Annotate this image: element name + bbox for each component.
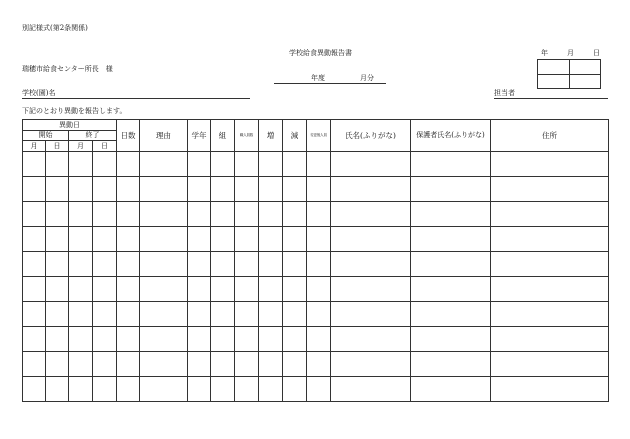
table-cell[interactable] (69, 227, 93, 252)
table-cell[interactable] (491, 302, 609, 327)
table-cell[interactable] (188, 252, 211, 277)
table-cell[interactable] (283, 352, 307, 377)
table-cell[interactable] (411, 327, 491, 352)
table-cell[interactable] (211, 352, 235, 377)
table-cell[interactable] (307, 377, 331, 402)
table-cell[interactable] (23, 327, 46, 352)
table-cell[interactable] (331, 277, 411, 302)
table-cell[interactable] (23, 302, 46, 327)
table-row (23, 152, 609, 177)
table-cell[interactable] (411, 152, 491, 177)
period-underline (274, 83, 386, 84)
table-cell[interactable] (235, 302, 259, 327)
table-cell[interactable] (46, 352, 69, 377)
table-cell[interactable] (307, 177, 331, 202)
table-cell[interactable] (188, 352, 211, 377)
person-in-charge-label: 担当者 (494, 89, 515, 97)
table-cell[interactable] (331, 327, 411, 352)
document-title: 学校給食異動報告書 (289, 49, 352, 57)
table-cell[interactable] (491, 277, 609, 302)
table-row (23, 202, 609, 227)
table-cell[interactable] (411, 277, 491, 302)
table-body (23, 152, 609, 402)
table-cell[interactable] (117, 302, 140, 327)
school-name-underline (22, 98, 250, 99)
table-cell[interactable] (331, 302, 411, 327)
table-cell[interactable] (69, 252, 93, 277)
changed-count-header: 変更後人員 (307, 120, 331, 152)
table-cell[interactable] (283, 202, 307, 227)
change-report-table (22, 119, 609, 402)
table-cell[interactable] (46, 227, 69, 252)
table-cell[interactable] (491, 352, 609, 377)
class-header: 組 (211, 120, 235, 152)
table-cell[interactable] (283, 227, 307, 252)
table-cell[interactable] (211, 277, 235, 302)
table-cell[interactable] (307, 277, 331, 302)
table-cell[interactable] (117, 202, 140, 227)
table-cell[interactable] (93, 152, 117, 177)
table-cell[interactable] (93, 302, 117, 327)
table-cell[interactable] (235, 352, 259, 377)
table-cell[interactable] (331, 202, 411, 227)
school-name-label: 学校(園)名 (22, 89, 56, 97)
table-cell[interactable] (140, 277, 188, 302)
table-cell[interactable] (283, 302, 307, 327)
table-cell[interactable] (331, 177, 411, 202)
table-cell[interactable] (307, 327, 331, 352)
table-cell[interactable] (235, 327, 259, 352)
table-cell[interactable] (491, 327, 609, 352)
table-cell[interactable] (283, 177, 307, 202)
table-cell[interactable] (93, 227, 117, 252)
table-cell[interactable] (211, 227, 235, 252)
table-cell[interactable] (46, 252, 69, 277)
table-cell[interactable] (69, 377, 93, 402)
table-cell[interactable] (140, 377, 188, 402)
table-cell[interactable] (211, 377, 235, 402)
table-cell[interactable] (69, 327, 93, 352)
table-cell[interactable] (491, 202, 609, 227)
table-cell[interactable] (283, 152, 307, 177)
person-in-charge-underline (494, 98, 608, 99)
table-cell[interactable] (283, 377, 307, 402)
table-row (23, 302, 609, 327)
end-date-header: 終了 (69, 131, 117, 141)
guardian-name-header: 保護者氏名(ふりがな) (411, 120, 491, 152)
table-row (23, 377, 609, 402)
table-cell[interactable] (117, 177, 140, 202)
end-day-header: 日 (93, 141, 117, 152)
table-cell[interactable] (307, 352, 331, 377)
table-cell[interactable] (93, 202, 117, 227)
table-cell[interactable] (69, 152, 93, 177)
table-cell[interactable] (235, 377, 259, 402)
student-name-header: 氏名(ふりがな) (331, 120, 411, 152)
table-cell[interactable] (93, 252, 117, 277)
table-cell[interactable] (69, 202, 93, 227)
table-cell[interactable] (46, 377, 69, 402)
table-cell[interactable] (140, 352, 188, 377)
table-cell[interactable] (307, 152, 331, 177)
table-cell[interactable] (211, 202, 235, 227)
table-cell[interactable] (211, 302, 235, 327)
table-cell[interactable] (23, 352, 46, 377)
table-cell[interactable] (331, 352, 411, 377)
table-cell[interactable] (235, 227, 259, 252)
table-cell[interactable] (211, 177, 235, 202)
table-cell[interactable] (69, 302, 93, 327)
table-cell[interactable] (259, 377, 283, 402)
table-row (23, 352, 609, 377)
fiscal-year-label: 年度 (311, 74, 325, 82)
table-cell[interactable] (69, 352, 93, 377)
start-date-header: 開始 (23, 131, 69, 141)
table-cell[interactable] (117, 252, 140, 277)
table-cell[interactable] (46, 202, 69, 227)
table-cell[interactable] (188, 277, 211, 302)
table-cell[interactable] (188, 227, 211, 252)
table-cell[interactable] (140, 327, 188, 352)
approval-stamp-box (537, 59, 601, 89)
table-cell[interactable] (411, 252, 491, 277)
grade-header: 学年 (188, 120, 211, 152)
table-cell[interactable] (23, 202, 46, 227)
table-cell[interactable] (411, 227, 491, 252)
change-date-header: 異動日 (23, 120, 117, 131)
table-cell[interactable] (117, 377, 140, 402)
table-cell[interactable] (211, 252, 235, 277)
table-cell[interactable] (331, 252, 411, 277)
table-cell[interactable] (235, 177, 259, 202)
table-row (23, 177, 609, 202)
table-row (23, 277, 609, 302)
table-cell[interactable] (23, 252, 46, 277)
table-cell[interactable] (259, 352, 283, 377)
table-cell[interactable] (491, 227, 609, 252)
table-cell[interactable] (93, 377, 117, 402)
decrease-header: 減 (283, 120, 307, 152)
date-year-label: 年 (541, 49, 548, 57)
table-cell[interactable] (93, 352, 117, 377)
table-cell[interactable] (259, 152, 283, 177)
table-cell[interactable] (188, 202, 211, 227)
table-row (23, 327, 609, 352)
table-cell[interactable] (23, 377, 46, 402)
table-cell[interactable] (69, 277, 93, 302)
table-cell[interactable] (235, 202, 259, 227)
table-cell[interactable] (117, 327, 140, 352)
table-cell[interactable] (259, 227, 283, 252)
table-cell[interactable] (307, 227, 331, 252)
table-cell[interactable] (491, 177, 609, 202)
recipient-line: 瑞穂市給食センター所長 様 (22, 65, 113, 73)
table-cell[interactable] (93, 177, 117, 202)
table-cell[interactable] (140, 177, 188, 202)
days-header: 日数 (117, 120, 140, 152)
table-cell[interactable] (411, 352, 491, 377)
table-cell[interactable] (188, 152, 211, 177)
table-cell[interactable] (140, 227, 188, 252)
table-cell[interactable] (140, 202, 188, 227)
table-cell[interactable] (283, 252, 307, 277)
table-cell[interactable] (259, 252, 283, 277)
date-day-label: 日 (593, 49, 600, 57)
table-cell[interactable] (491, 252, 609, 277)
date-month-label: 月 (567, 49, 574, 57)
table-cell[interactable] (140, 302, 188, 327)
increase-header: 増 (259, 120, 283, 152)
table-cell[interactable] (188, 377, 211, 402)
reason-header: 理由 (140, 120, 188, 152)
table-cell[interactable] (69, 177, 93, 202)
table-cell[interactable] (93, 277, 117, 302)
table-row (23, 227, 609, 252)
header-row-1 (23, 120, 609, 131)
table-cell[interactable] (283, 277, 307, 302)
table-cell[interactable] (307, 302, 331, 327)
table-cell[interactable] (307, 202, 331, 227)
table-cell[interactable] (46, 277, 69, 302)
table-cell[interactable] (331, 377, 411, 402)
table-cell[interactable] (188, 177, 211, 202)
table-cell[interactable] (23, 177, 46, 202)
start-month-header: 月 (23, 141, 46, 152)
table-cell[interactable] (235, 252, 259, 277)
table-cell[interactable] (411, 177, 491, 202)
table-cell[interactable] (23, 227, 46, 252)
month-period-label: 月分 (360, 74, 374, 82)
table-cell[interactable] (23, 277, 46, 302)
report-intro-text: 下記のとおり異動を報告します。 (22, 107, 127, 115)
table-cell[interactable] (235, 152, 259, 177)
table-cell[interactable] (188, 302, 211, 327)
table-cell[interactable] (211, 327, 235, 352)
table-cell[interactable] (140, 152, 188, 177)
table-cell[interactable] (411, 202, 491, 227)
table-cell[interactable] (117, 152, 140, 177)
table-cell[interactable] (259, 302, 283, 327)
table-cell[interactable] (23, 152, 46, 177)
stamp-box-divider-horizontal (538, 74, 600, 75)
table-cell[interactable] (235, 277, 259, 302)
table-cell[interactable] (117, 352, 140, 377)
table-cell[interactable] (259, 327, 283, 352)
table-cell[interactable] (211, 152, 235, 177)
member-count-header: 職人員数 (235, 120, 259, 152)
table-cell[interactable] (411, 302, 491, 327)
table-cell[interactable] (283, 327, 307, 352)
table-cell[interactable] (188, 327, 211, 352)
start-day-header: 日 (46, 141, 69, 152)
table-cell[interactable] (46, 152, 69, 177)
table-cell[interactable] (491, 377, 609, 402)
table-cell[interactable] (259, 202, 283, 227)
table-cell[interactable] (411, 377, 491, 402)
address-header: 住所 (491, 120, 609, 152)
table-cell[interactable] (117, 227, 140, 252)
table-cell[interactable] (46, 177, 69, 202)
table-cell[interactable] (46, 327, 69, 352)
table-cell[interactable] (140, 252, 188, 277)
table-cell[interactable] (331, 152, 411, 177)
table-cell[interactable] (331, 227, 411, 252)
table-cell[interactable] (259, 177, 283, 202)
table-cell[interactable] (117, 277, 140, 302)
end-month-header: 月 (69, 141, 93, 152)
table-cell[interactable] (491, 152, 609, 177)
table-cell[interactable] (93, 327, 117, 352)
table-cell[interactable] (46, 302, 69, 327)
table-cell[interactable] (259, 277, 283, 302)
table-cell[interactable] (307, 252, 331, 277)
table-row (23, 252, 609, 277)
form-number-note: 別記様式(第2条関係) (22, 24, 88, 32)
